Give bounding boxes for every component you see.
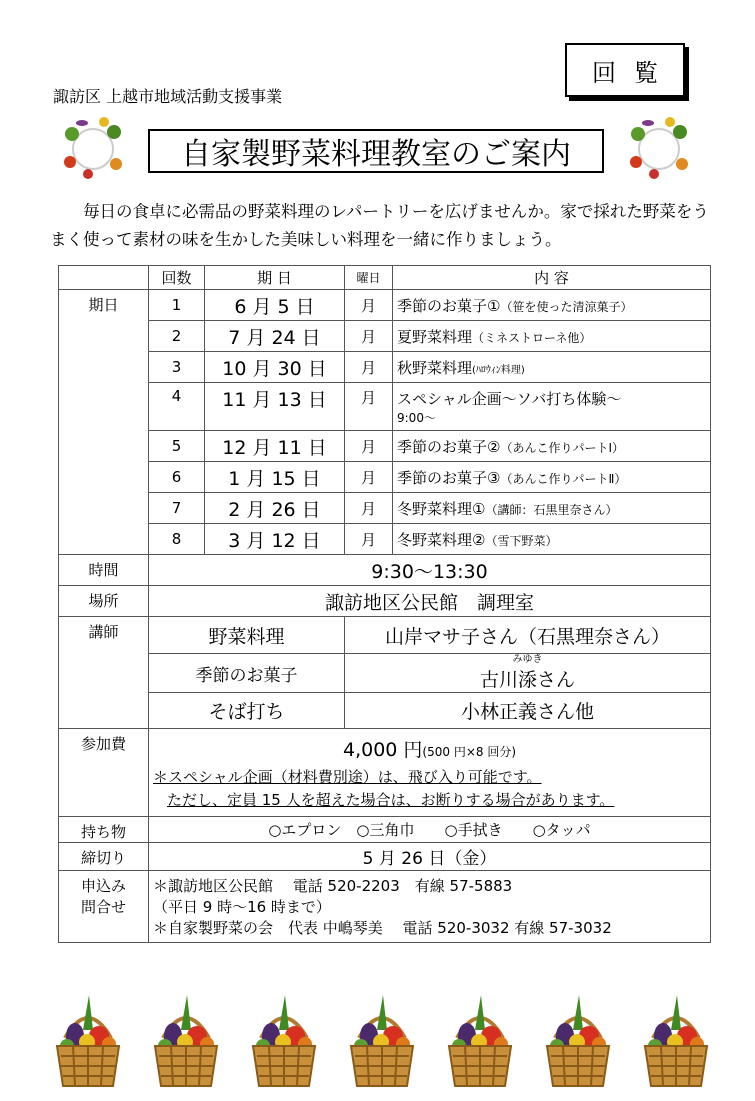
session-dow: 月 [345, 524, 393, 555]
session-num: 4 [149, 383, 205, 431]
table-row [59, 431, 711, 462]
teacher-name: 山岸マサ子さん（石黒理奈さん） [345, 617, 711, 654]
basket-row [45, 990, 725, 1090]
session-dow: 月 [345, 431, 393, 462]
session-date: 1 月 15 日 [205, 462, 345, 493]
fee-note: ただし、定員 15 人を超えた場合は、お断りする場合があります。 [167, 791, 615, 809]
vegetable-basket-icon [535, 990, 621, 1090]
table-row [59, 321, 711, 352]
row-label-teacher: 講師 [59, 617, 149, 729]
table-row [59, 871, 711, 943]
teacher-name: みゆき 古川𣷹さん [345, 654, 711, 693]
session-content: 秋野菜料理(ﾊﾛｳｨﾝ料理) [393, 352, 711, 383]
fee-cell [149, 729, 711, 817]
table-row [59, 462, 711, 493]
session-content: 冬野菜料理①（講師：石黒里奈さん） [393, 493, 711, 524]
teacher-subject: 野菜料理 [149, 617, 345, 654]
table-row [59, 817, 711, 843]
row-label-fee: 参加費 [59, 729, 149, 817]
organization-label: 諏訪区 上越市地域活動支援事業 [53, 87, 283, 106]
session-date: 2 月 26 日 [205, 493, 345, 524]
table-row [59, 617, 711, 654]
col-header-date: 期 日 [205, 266, 345, 290]
fee-detail: (500 円×8 回分) [422, 745, 517, 759]
table-row [59, 290, 711, 321]
vegetable-basket-icon [241, 990, 327, 1090]
table-row [59, 693, 711, 729]
session-num: 8 [149, 524, 205, 555]
session-content: 夏野菜料理（ミネストローネ他） [393, 321, 711, 352]
session-dow: 月 [345, 352, 393, 383]
table-row [59, 843, 711, 871]
vegetable-plate-icon [624, 114, 694, 184]
table-row [59, 555, 711, 586]
teacher-subject: そば打ち [149, 693, 345, 729]
session-content: 季節のお菓子②（あんこ作りパートⅠ） [393, 431, 711, 462]
vegetable-basket-icon [143, 990, 229, 1090]
row-label-place: 場所 [59, 586, 149, 617]
fee-note: ＊スペシャル企画（材料費別途）は、飛び入り可能です。 [153, 768, 542, 786]
row-label-apply: 申込み 問合せ [59, 871, 149, 943]
session-dow: 月 [345, 321, 393, 352]
session-dow: 月 [345, 493, 393, 524]
session-num: 1 [149, 290, 205, 321]
row-label-items: 持ち物 [59, 817, 149, 843]
page-title: 自家製野菜料理教室のご案内 [148, 129, 604, 173]
deadline-value: 5 月 26 日（金） [149, 843, 711, 871]
session-dow: 月 [345, 462, 393, 493]
info-table [58, 265, 711, 943]
fee-value: 4,000 円 [342, 739, 423, 761]
vegetable-basket-icon [339, 990, 425, 1090]
vegetable-basket-icon [437, 990, 523, 1090]
apply-line: ＊自家製野菜の会 代表 中嶋琴美 電話 520-3032 有線 57-3032 [153, 919, 612, 937]
place-value: 諏訪地区公民館 調理室 [149, 586, 711, 617]
session-date: 7 月 24 日 [205, 321, 345, 352]
table-row [59, 729, 711, 817]
session-num: 3 [149, 352, 205, 383]
col-header-content: 内 容 [393, 266, 711, 290]
session-num: 5 [149, 431, 205, 462]
session-date: 11 月 13 日 [205, 383, 345, 431]
table-row [59, 383, 711, 431]
apply-line: （平日 9 時～16 時まで） [153, 898, 331, 916]
col-header-num: 回数 [149, 266, 205, 290]
teacher-subject: 季節のお菓子 [149, 654, 345, 693]
row-label-schedule: 期日 [59, 290, 149, 555]
session-num: 2 [149, 321, 205, 352]
vegetable-basket-icon [45, 990, 131, 1090]
session-content: 冬野菜料理②（雪下野菜） [393, 524, 711, 555]
apply-line: ＊諏訪地区公民館 電話 520-2203 有線 57-5883 [153, 877, 513, 895]
circulation-stamp: 回覧 [565, 43, 685, 97]
vegetable-basket-icon [633, 990, 719, 1090]
session-dow: 月 [345, 383, 393, 431]
table-row [59, 654, 711, 693]
session-num: 6 [149, 462, 205, 493]
table-row [59, 586, 711, 617]
row-label-time: 時間 [59, 555, 149, 586]
teacher-name: 小林正義さん他 [345, 693, 711, 729]
session-content: 季節のお菓子③（あんこ作りパートⅡ） [393, 462, 711, 493]
session-date: 6 月 5 日 [205, 290, 345, 321]
intro-text: 毎日の食卓に必需品の野菜料理のレパートリーを広げませんか。家で採れた野菜をうまく使って素材の味を生かした美味しい料理を一緒に作りましょう。 [50, 202, 709, 249]
table-header-row [59, 266, 711, 290]
session-date: 10 月 30 日 [205, 352, 345, 383]
session-dow: 月 [345, 290, 393, 321]
table-row [59, 493, 711, 524]
table-row [59, 352, 711, 383]
vegetable-plate-icon [58, 114, 128, 184]
session-date: 12 月 11 日 [205, 431, 345, 462]
apply-cell [149, 871, 711, 943]
session-num: 7 [149, 493, 205, 524]
col-header-dow: 曜日 [345, 266, 393, 290]
session-date: 3 月 12 日 [205, 524, 345, 555]
session-content: 季節のお菓子①（笹を使った清涼菓子） [393, 290, 711, 321]
table-row [59, 524, 711, 555]
time-value: 9:30～13:30 [149, 555, 711, 586]
row-label-deadline: 締切り [59, 843, 149, 871]
session-content: スペシャル企画～ソバ打ち体験～ 9:00～ [393, 383, 711, 431]
items-value: ○エプロン ○三角巾 ○手拭き ○タッパ [149, 817, 711, 843]
